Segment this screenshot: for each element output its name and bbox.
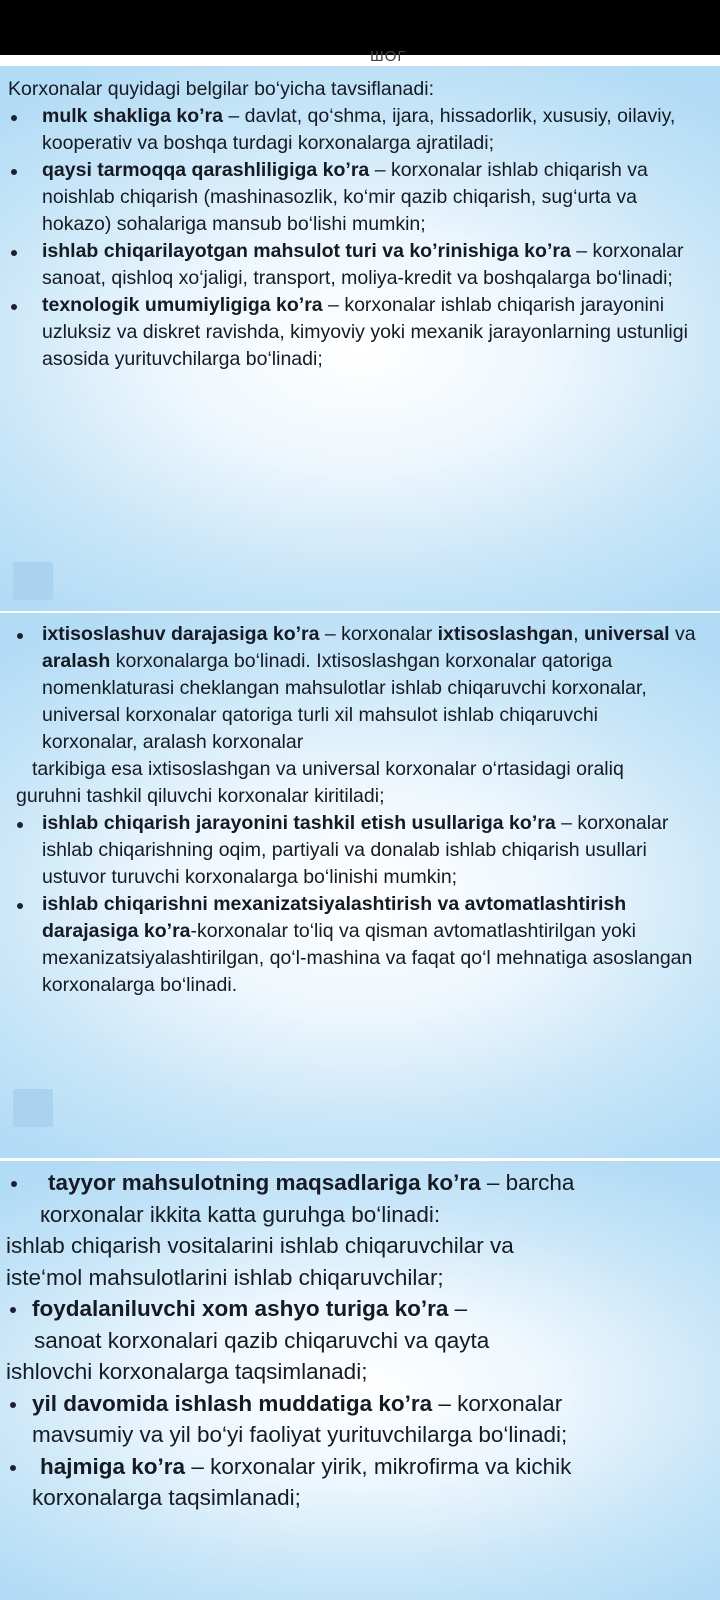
item-heading: yil davomida ishlash muddatiga ko’ra xyxy=(32,1390,433,1416)
list-item xyxy=(0,1167,720,1199)
bullet-icon xyxy=(10,1307,16,1313)
item-keyword: ixtisoslashgan xyxy=(437,623,574,645)
list-item xyxy=(0,810,720,891)
bullet-icon xyxy=(17,633,23,639)
item-keyword: aralash xyxy=(42,650,111,672)
item-heading: hajmiga ko’ra xyxy=(40,1453,186,1479)
item-text: кorxonalar ikkita katta guruhga bo‘linadi: xyxy=(40,1201,441,1227)
item-heading: mulk shakliga ko’ra xyxy=(42,105,223,127)
item-text: ishlovchi korxonalarga taqsimlanadi; xyxy=(6,1359,368,1384)
intro-text: Korxonalar quyidagi belgilar bo‘yicha tavsiflanadi: xyxy=(8,78,435,100)
list-item xyxy=(0,891,720,999)
item-heading: ishlab chiqarishni mexanizatsiyalashtirish va avtomatlashtirish darajasiga ko’ra xyxy=(42,893,627,942)
item-text: sanoat korxonalari qazib chiqaruvchi va qayta xyxy=(34,1327,490,1353)
item-continuation: tarkibiga esa ixtisoslashgan va universal korxonalar o‘rtasidagi oraliq guruhni tashkil qiluvchi korxonalar kiritiladi; xyxy=(16,758,624,807)
slide-3 xyxy=(0,1161,720,1600)
item-text: – korxonalar ishlab chiqarish jarayonini uzluksiz va diskret ravishda, kimyoviy yoki mexanik jarayonlarning ustunligi asosida yurituvchilarga bo‘linadi; xyxy=(42,294,688,370)
item-heading: qaysi tarmoqqa qarashliligiga ko’ra xyxy=(42,159,370,181)
item-text: – korxonalar ishlab chiqarish va noishlab chiqarish (mashinasozlik, ko‘mir qazib chiqarish, sug‘urta va hokazo) sohalariga mansub bo‘lishi mumkin; xyxy=(42,159,648,235)
item-text: – korxonalar xyxy=(432,1390,563,1416)
item-heading: texnologik umumiyligiga ko’ra xyxy=(42,294,323,316)
item-text: , xyxy=(573,623,584,645)
slide-number-box xyxy=(13,1089,53,1127)
slide-2 xyxy=(0,613,720,1158)
bullet-icon xyxy=(11,250,17,256)
item-heading: tayyor mahsulotning maqsadlariga ko’ra xyxy=(48,1170,481,1195)
item-text: ishlab chiqarish vositalarini ishlab chiqaruvchilar va xyxy=(6,1233,514,1258)
item-text: korxonalarga bo‘linadi. Ixtisoslashgan korxonalar qatoriga nomenklaturasi cheklangan mahsulotlar ishlab chiqaruvchi korxonalar, universal korxonalar qatoriga turli xil mahsulot ishlab chiqaruvchi korxonalar, aralash korxonalar xyxy=(42,650,647,753)
item-heading: ishlab chiqarilayotgan mahsulot turi va ko’rinishiga ko’ra xyxy=(42,240,571,262)
item-text: korxonalarga taqsimlanadi; xyxy=(32,1485,301,1510)
list-item xyxy=(0,621,720,756)
item-text: – korxonalar xyxy=(319,623,438,645)
item-text: – davlat, qo‘shma, ijara, hissadorlik, xususiy, oilaviy, kooperativ va boshqa turdagi korxonalarga ajratiladi; xyxy=(42,105,676,154)
item-heading: ixtisoslashuv darajasiga ko’ra xyxy=(42,623,320,645)
item-text: – korxonalar ishlab chiqarishning oqim, partiyali va donalab ishlab chiqarish usullari ustuvor turuvchi korxonalarga bo‘linishi mumkin; xyxy=(42,812,669,888)
bullet-icon xyxy=(17,822,23,828)
bullet-icon xyxy=(17,903,23,909)
item-text: – barcha xyxy=(480,1170,575,1195)
slide-1 xyxy=(0,66,720,611)
bullet-icon xyxy=(11,115,17,121)
bullet-icon xyxy=(10,1402,16,1408)
item-text: -korxonalar to‘liq va qisman avtomatlashtirilgan yoki mexanizatsiyalashtirilgan, qo‘l-mashina va faqat qo‘l mehnatiga asoslangan korxonalarga bo‘linadi. xyxy=(42,920,693,996)
list-item xyxy=(0,1388,720,1420)
item-text: mavsumiy va yil bo‘yi faoliyat yurituvchilarga bo‘linadi; xyxy=(32,1422,568,1447)
bullet-icon xyxy=(10,1465,16,1471)
bullet-icon xyxy=(11,304,17,310)
bullet-icon xyxy=(11,169,17,175)
item-keyword: universal xyxy=(583,623,670,645)
list-item xyxy=(0,292,720,373)
item-text: – korxonalar sanoat, qishloq xo‘jaligi, transport, moliya-kredit va boshqalarga bo‘linadi; xyxy=(42,240,684,289)
cropped-heading-fragment: ШОГ xyxy=(370,49,407,65)
list-item xyxy=(0,157,720,238)
top-black-bar xyxy=(0,0,720,55)
item-text: iste‘mol mahsulotlarini ishlab chiqaruvchilar; xyxy=(6,1264,444,1290)
slide-number-box xyxy=(13,562,53,600)
item-heading: ishlab chiqarish jarayonini tashkil etish usullariga ko’ra xyxy=(42,812,556,834)
list-item xyxy=(0,1451,720,1483)
list-item xyxy=(0,103,720,157)
list-item xyxy=(0,238,720,292)
item-heading: foydalaniluvchi xom ashyo turiga ko’ra xyxy=(32,1296,449,1321)
list-item xyxy=(0,1293,720,1325)
item-text: va xyxy=(669,623,696,645)
bullet-icon xyxy=(11,1181,17,1187)
item-text: – korxonalar yirik, mikrofirma va kichik xyxy=(185,1453,572,1479)
item-text: – xyxy=(448,1296,468,1321)
